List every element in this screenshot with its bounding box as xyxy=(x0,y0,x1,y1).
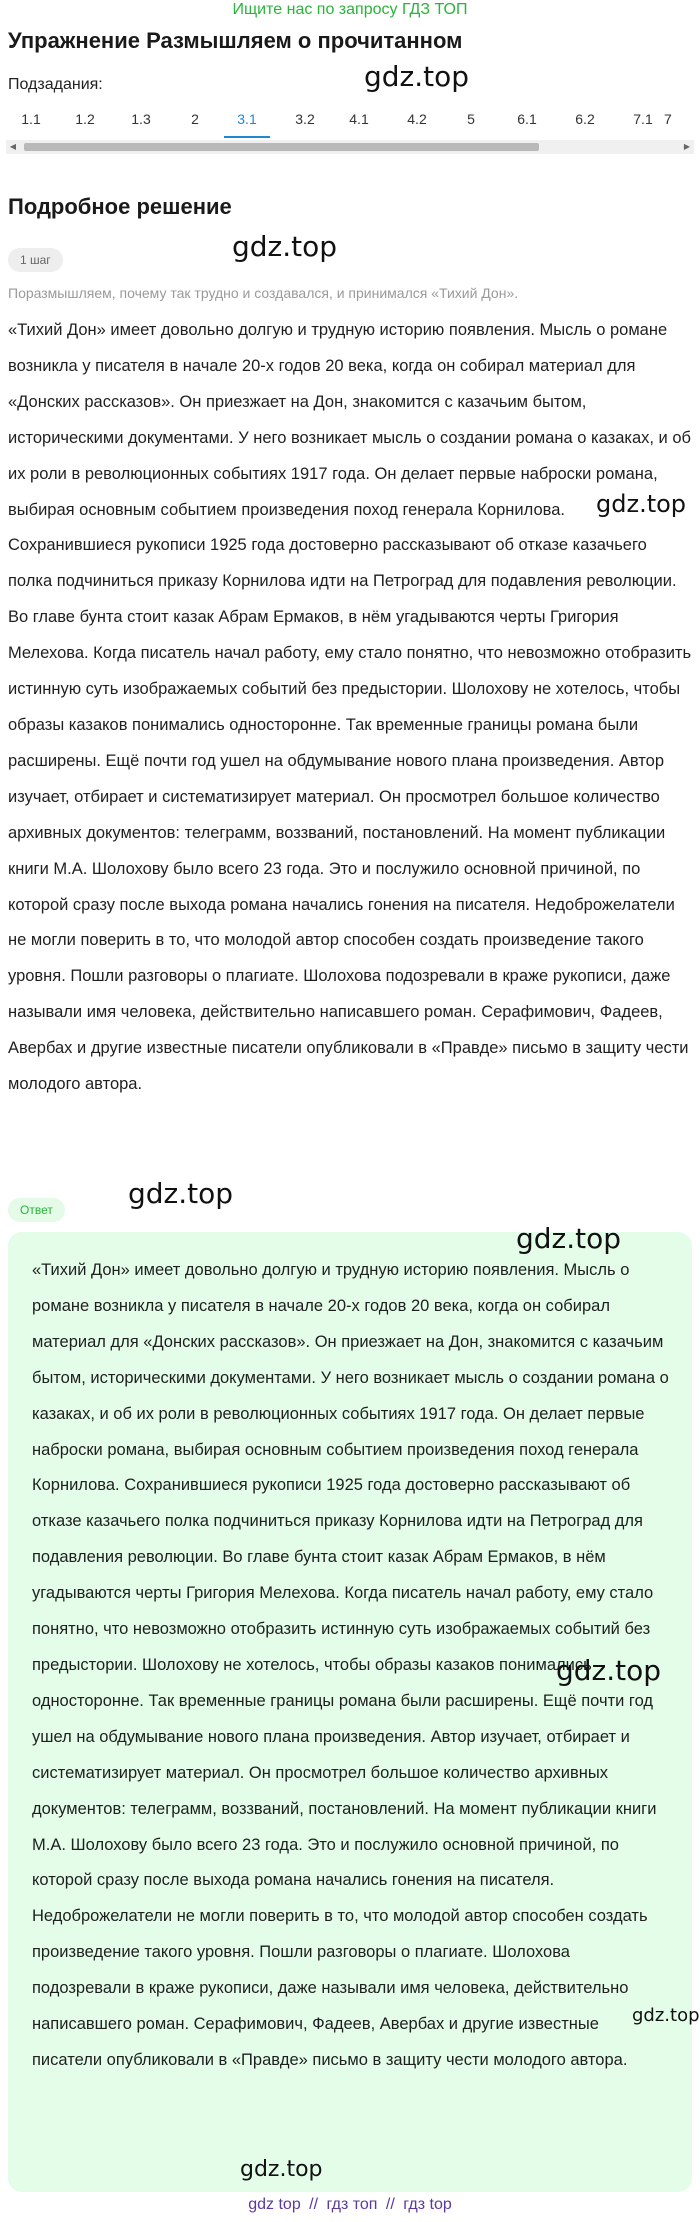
solution-title: Подробное решение xyxy=(8,194,232,219)
watermark: gdz.top xyxy=(128,1177,234,1210)
footer-links xyxy=(0,2196,700,2214)
subtask-tab[interactable]: 7 xyxy=(664,111,672,127)
step-badge: 1 шаг xyxy=(8,248,63,272)
subtask-tab[interactable]: 4.1 xyxy=(349,111,369,127)
watermark: gdz.top xyxy=(232,230,338,263)
subtasks-label: Подзадания: xyxy=(8,76,103,93)
subtask-tab[interactable]: 1.3 xyxy=(131,111,151,127)
scroll-right-arrow-icon[interactable]: ▶ xyxy=(683,142,691,151)
watermark: gdz.top xyxy=(556,1654,662,1687)
solution-text: «Тихий Дон» имеет довольно долгую и трудную историю появления. Мысль о романе возникла у писателя в начале 20-х годов 20 века, когда он собирал материал для «Донских рассказов». Он приезжает на Дон, знакомится с казачьим бытом, историческими документами. У него возникает мысль о создании романа о казаках, и об их роли в революционных событиях 1917 года. Он делает первые наброски романа, выбирая основным событием произведения поход генерала Корнилова. Сохранившиеся рукописи 1925 года достоверно рассказывают об отказе казачьего полка подчиниться приказу Корнилова идти на Петроград для подавления революции. Во главе бунта стоит казак Абрам Ермаков, в нём угадываются черты Григория Мелехова. Когда писатель начал работу, ему стало понятно, что невозможно отобразить истинную суть изображаемых событий без предыстории. Шолохову не хотелось, чтобы образы казаков понимались односторонне. Так временные границы романа были расширены. Ещё почти год ушел на обдумывание нового плана произведения. Автор изучает, отбирает и систематизирует материал. Он просмотрел большое количество архивных документов: телеграмм, воззваний, постановлений. На момент публикации книги М.А. Шолохову было всего 23 года. Это и послужило основной причиной, по которой сразу после выхода романа начались гонения на писателя. Недоброжелатели не могли поверить в то, что молодой автор способен создать произведение такого уровня. Пошли разговоры о плагиате. Шолохова подозревали в краже рукописи, даже называли имя человека, действительно написавшего роман. Серафимович, Фадеев, Авербах и другие известные писатели опубликовали в «Правде» письмо в защиту чести молодого автора. xyxy=(8,321,692,1094)
footer-link[interactable]: gdz top xyxy=(248,2196,301,2213)
answer-box xyxy=(8,1232,692,2192)
subtask-tabs xyxy=(0,108,700,140)
top-banner: Ищите нас по запросу ГДЗ ТОП xyxy=(232,1,468,18)
subtask-tab[interactable]: 1.2 xyxy=(75,111,95,127)
answer-badge: Ответ xyxy=(8,1198,65,1222)
subtask-tab[interactable]: 7.1 xyxy=(633,111,653,127)
watermark: gdz.top xyxy=(240,2157,323,2182)
footer-separator: // xyxy=(385,2196,395,2213)
task-question: Поразмышляем, почему так трудно и создавался, и принимался «Тихий Дон». xyxy=(8,285,519,301)
subtask-tab[interactable]: 1.1 xyxy=(21,111,41,127)
watermark: gdz.top xyxy=(516,1222,622,1255)
footer-link[interactable]: гдз топ xyxy=(326,2196,378,2213)
subtask-tab-active[interactable]: 3.1 xyxy=(222,108,272,138)
footer-link[interactable]: гдз top xyxy=(403,2196,452,2213)
page-title: Упражнение Размышляем о прочитанном xyxy=(8,28,463,53)
answer-text: «Тихий Дон» имеет довольно долгую и трудную историю появления. Мысль о романе возникла у писателя в начале 20-х годов 20 века, когда он собирал материал для «Донских рассказов». Он приезжает на Дон, знакомится с казачьим бытом, историческими документами. У него возникает мысль о создании романа о казаках, и об их роли в революционных событиях 1917 года. Он делает первые наброски романа, выбирая основным событием произведения поход генерала Корнилова. Сохранившиеся рукописи 1925 года достоверно рассказывают об отказе казачьего полка подчиниться приказу Корнилова идти на Петроград для подавления революции. Во главе бунта стоит казак Абрам Ермаков, в нём угадываются черты Григория Мелехова. Когда писатель начал работу, ему стало понятно, что невозможно отобразить истинную суть изображаемых событий без предыстории. Шолохову не хотелось, чтобы образы казаков понимались односторонне. Так временные границы романа были расширены. Ещё почти год ушел на обдумывание нового плана произведения. Автор изучает, отбирает и систематизирует материал. Он просмотрел большое количество архивных документов: телеграмм, воззваний, постановлений. На момент публикации книги М.А. Шолохову было всего 23 года. Это и послужило основной причиной, по которой сразу после выхода романа начались гонения на писателя. Недоброжелатели не могли поверить в то, что молодой автор способен создать произведение такого уровня. Пошли разговоры о плагиате. Шолохова подозревали в краже рукописи, даже называли имя человека, действительно написавшего роман. Серафимович, Фадеев, Авербах и другие известные писатели опубликовали в «Правде» письмо в защиту чести молодого автора. xyxy=(32,1261,669,2069)
scroll-left-arrow-icon[interactable]: ◀ xyxy=(9,142,17,151)
subtask-tab[interactable]: 2 xyxy=(191,111,199,127)
watermark: gdz.top xyxy=(632,2005,700,2026)
watermark: gdz.top xyxy=(596,490,687,518)
scrollbar-thumb[interactable] xyxy=(24,143,539,151)
subtask-tab[interactable]: 6.2 xyxy=(575,111,595,127)
subtask-tab[interactable]: 4.2 xyxy=(407,111,427,127)
subtask-tab[interactable]: 6.1 xyxy=(517,111,537,127)
footer-separator: // xyxy=(309,2196,319,2213)
subtask-tab[interactable]: 5 xyxy=(467,111,475,127)
tabs-scrollbar[interactable] xyxy=(6,140,694,154)
watermark: gdz.top xyxy=(364,60,470,93)
subtask-tab[interactable]: 3.2 xyxy=(295,111,315,127)
